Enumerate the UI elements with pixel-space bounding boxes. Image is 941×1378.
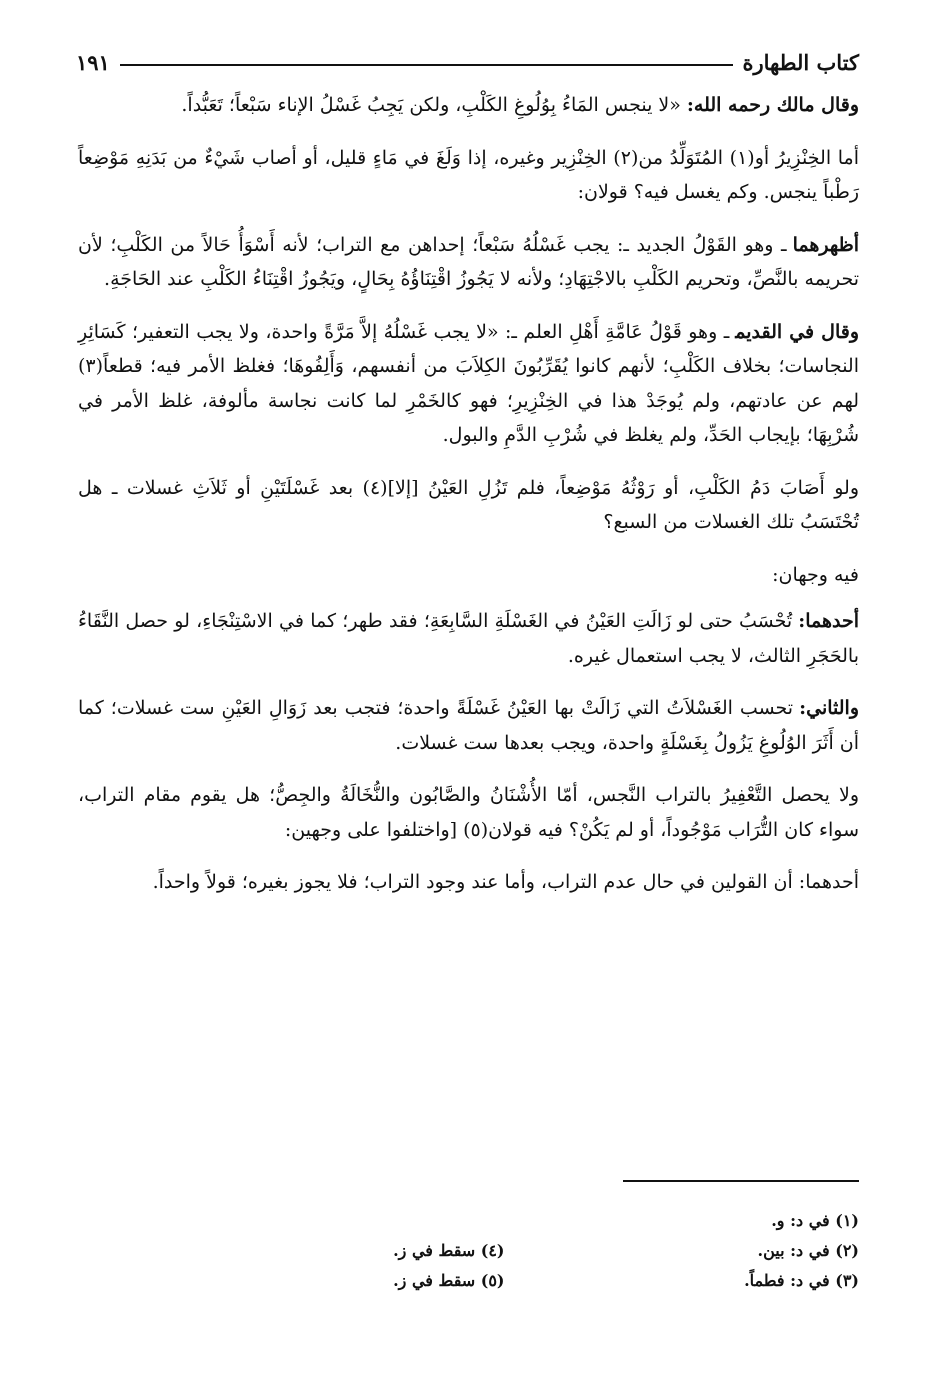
paragraph-text: ولا يحصل التَّعْفِيرُ بالتراب النَّجس، أمّا الأُشْنَانُ والصَّابُون والنُّخَالَةُ والجِصُّ؛ هل يقوم مقام التراب، سواء كان التُّرَاب مَوْجُوداً، أو لم يَكُنْ؟ فيه قولان(٥) [واختلفوا على وجهين: [78,784,859,841]
footnote: (٥) سقط في ز. [393,1271,505,1290]
paragraph-text: تُحْسَبُ حتى لو زَالَتِ العَيْنُ في الغَسْلَةِ السَّابِعَةِ؛ فقد طهر؛ كما في الاسْتِنْجَاءِ، لو حصل النَّقَاءُ بالحَجَرِ الثالث، لا يجب استعمال غيره. [78,610,859,667]
paragraph-lead: وقال مالك رحمه الله: [686,94,859,116]
page-header [76,44,859,80]
paragraph-text: أما الخِنْزِيرُ أو(١) المُتَوَلِّدُ من(٢) الخِنْزِير وغيره، إذا وَلَغَ في مَاءٍ قليل، أو أصاب شَيْءٌ من بَدَنِهِ مَوْضِعاً رَطْباً ينجس. وكم يغسل فيه؟ قولان: [78,146,859,203]
paragraph [78,141,859,210]
paragraph-text: ولو أَصَابَ دَمُ الكَلْبِ، أو رَوْثُهُ مَوْضِعاً، فلم تَزُلِ العَيْنُ [إلا](٤) بعد غَسْلَتَيْنِ أو ثَلاَثِ غسلات ـ هل تُحْتَسَبُ تلك الغسلات من السبع؟ [78,476,859,533]
paragraph [78,471,859,540]
paragraph-text: ـ وهو القَوْلُ الجديد ـ: يجب غَسْلُهُ سَبْعاً؛ إحداهن مع التراب؛ لأنه أَسْوَأُ حَالاً من الكَلْبِ؛ لأن تحريمه بالنَّصِّ، وتحريم الكَلْبِ بالاجْتِهَادِ؛ ولأنه لا يَجُوزُ اقْتِنَاؤُهُ بِحَالٍ، ويَجُوزُ اقْتِنَاءُ الكَلْبِ عند الحَاجَةِ. [78,233,859,290]
footnote: (٣) في د: فطماً. [744,1271,859,1290]
paragraph [78,691,859,760]
footnote: (٤) سقط في ز. [393,1241,505,1260]
paragraph-text: ـ وهو قَوْلُ عَامَّةِ أَهْلِ العلم ـ: «لا يجب غَسْلُهُ إلاَّ مَرَّةً واحدة، ولا يجب التعفير؛ كَسَائِرِ النجاسات؛ بخلاف الكَلْبِ؛ لأنهم كانوا يُقَرِّبُونَ الكِلاَبَ من أنفسهم، وَأَلِفُوهَا؛ فغلظ الأمر فيه؛ قطعاً(٣) لهم عن عادتهم، ولم يُوجَدْ هذا في الخِنْزِيرِ؛ فهو كالخَمْرِ لما كانت نجاسة مألوفة، غلظ الأمر في شُرْبِهَا؛ بإيجاب الحَدِّ، ولم يغلظ في شُرْبِ الدَّمِ والبول. [78,320,859,446]
paragraph [78,604,859,673]
paragraph-lead: أظهرهما [792,233,859,256]
paragraph [78,88,859,123]
page-number: ١٩١ [76,49,110,75]
paragraph-lead: وقال في القديم [735,320,859,343]
header-rule [120,64,733,66]
footnote-column-right [655,1206,860,1296]
paragraph-text: أحدهما: أن القولين في حال عدم التراب، وأما عند وجود التراب؛ فلا يجوز بغيره؛ قولاً واحداً. [152,871,859,893]
footnote: (٢) في د: بين. [757,1241,859,1260]
paragraph [78,865,859,900]
paragraph-lead: أحدهما: [798,610,859,632]
paragraph [78,558,859,593]
paragraph-text: فيه وجهان: [772,563,859,586]
paragraph-lead: والثاني: [799,697,859,719]
paragraph [78,228,859,297]
footnote-column-left [300,1206,505,1296]
paragraph [78,315,859,453]
main-text [78,88,859,918]
paragraph [78,778,859,847]
paragraph-text: تحسب الغَسْلاَتُ التي زَالَتْ بها العَيْنُ غَسْلَةً واحدة؛ فتجب بعد زَوَالِ العَيْنِ ست غسلات؛ كما أن أَثَرَ الوُلُوغِ يَزُولُ بِغَسْلَةٍ واحدة، ويجب بعدها ست غسلات. [78,697,859,754]
footnote: (١) في د: و. [771,1211,859,1230]
footnote-rule [623,1180,859,1182]
paragraph-text: «لا ينجس المَاءُ بِوُلُوغِ الكَلْبِ، ولكن يَجِبُ غَسْلُ الإناء سَبْعاً؛ تَعَبُّداً. [181,94,681,116]
chapter-title: كتاب الطهارة [742,49,859,75]
footnotes [300,1206,859,1296]
